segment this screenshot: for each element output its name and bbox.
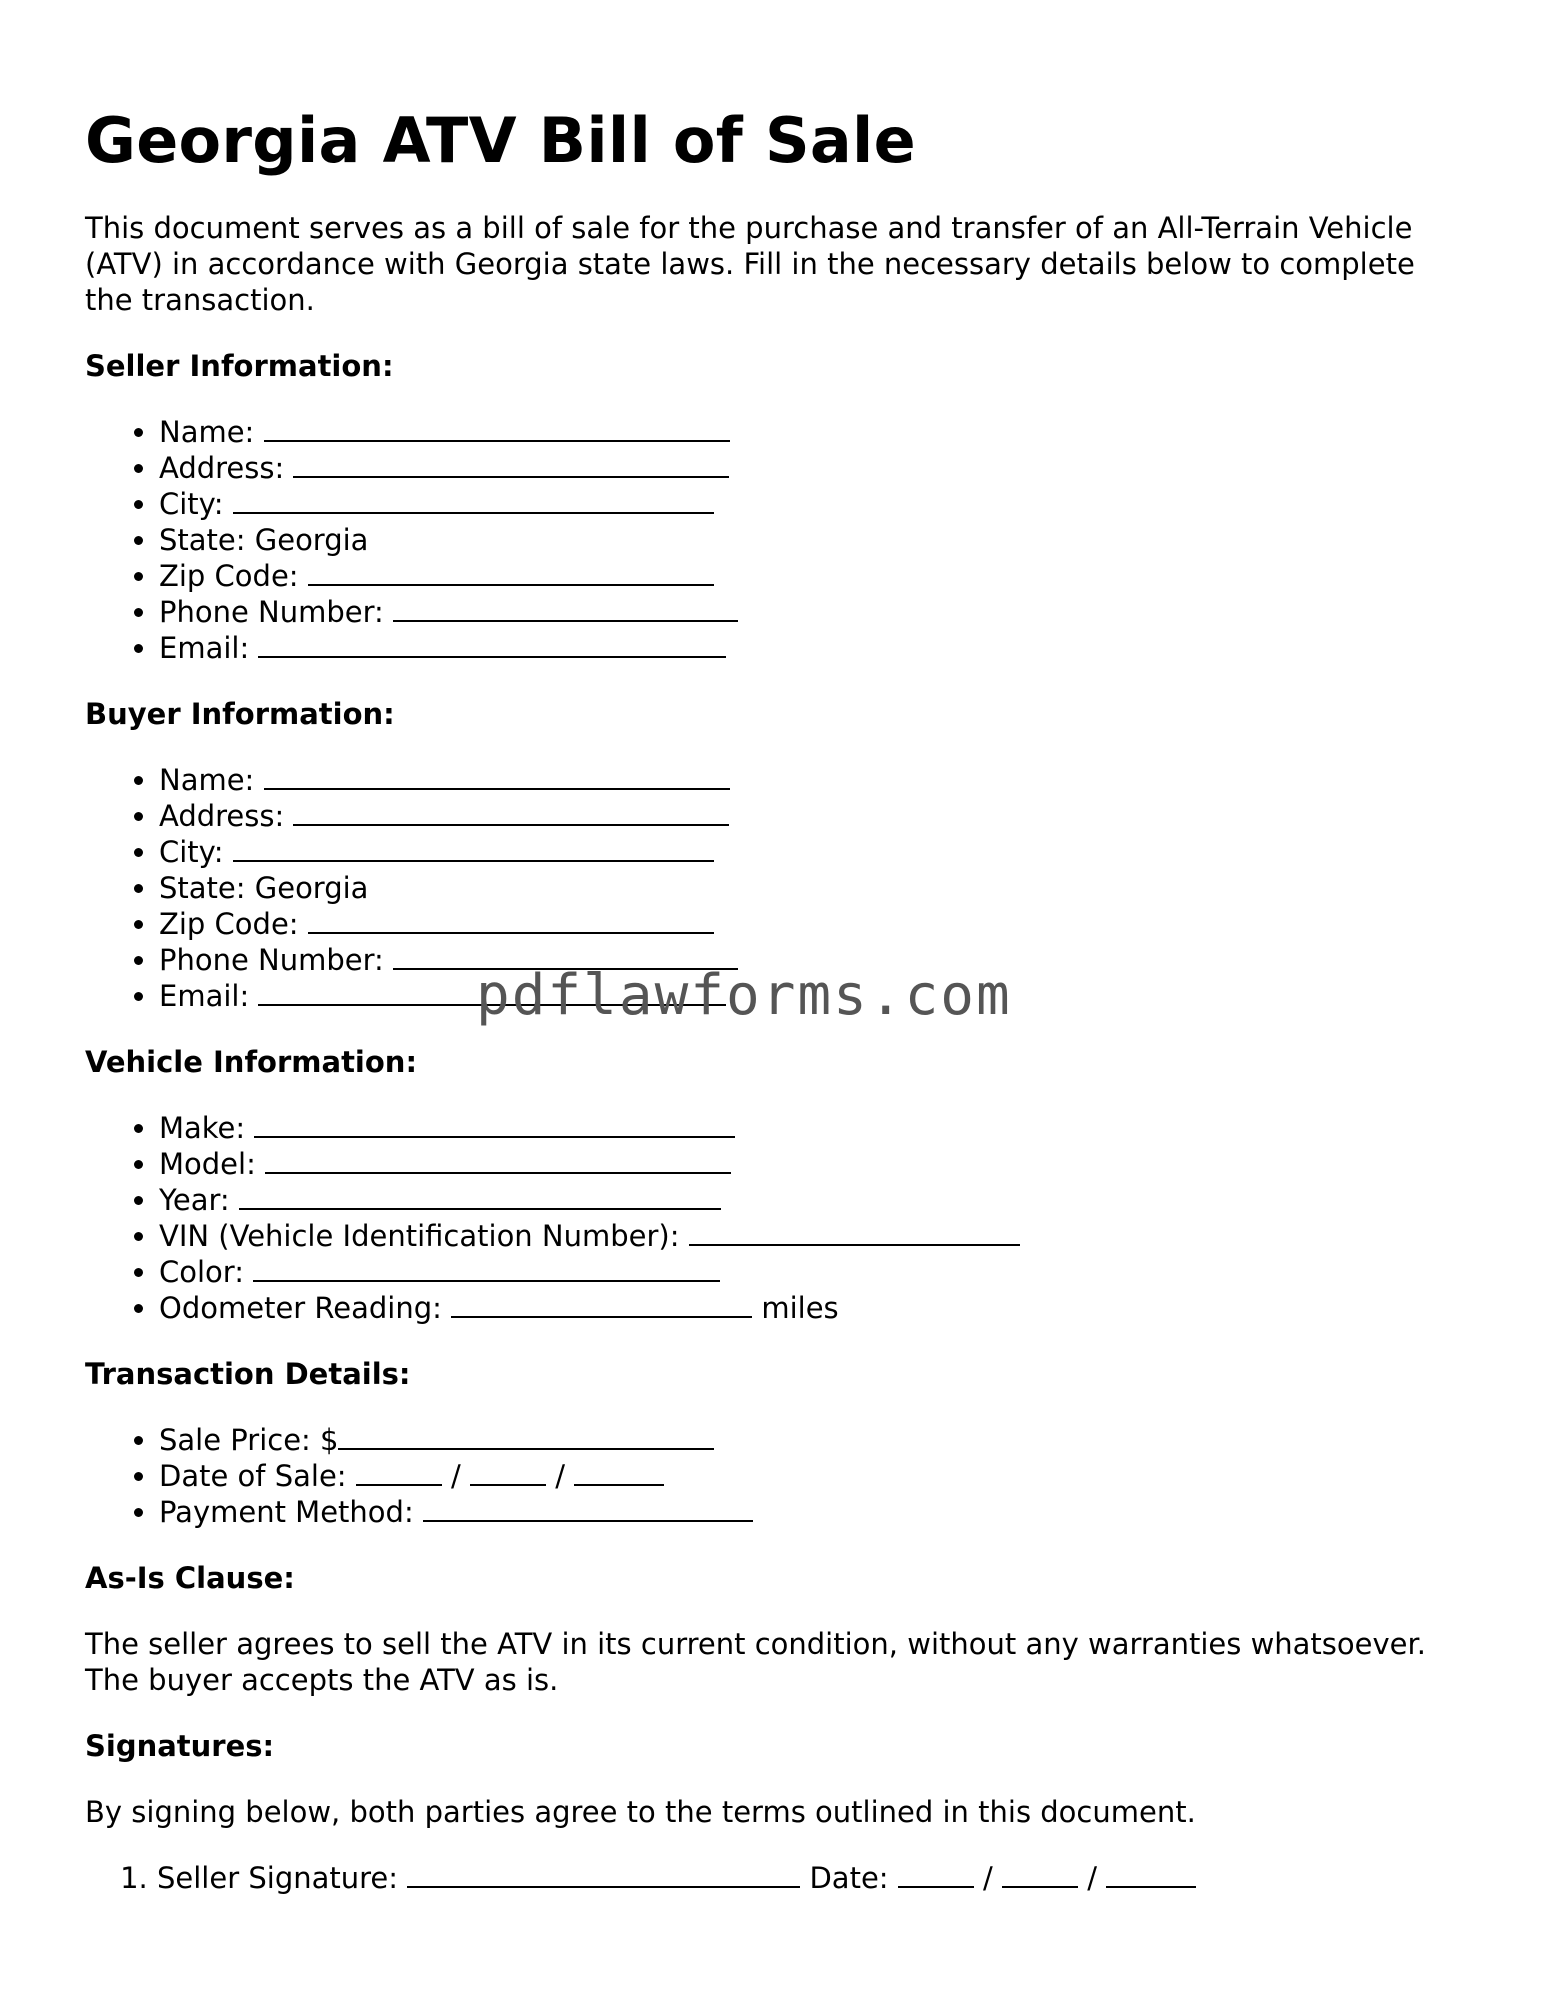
vehicle-color-item: • Color: (159, 1254, 1465, 1290)
seller-phone-field[interactable] (393, 594, 738, 622)
buyer-name-field[interactable] (264, 762, 730, 790)
seller-sign-date-day-field[interactable] (1002, 1860, 1078, 1888)
buyer-heading: Buyer Information: (85, 697, 395, 731)
vehicle-year-item: • Year: (159, 1182, 1465, 1218)
vehicle-odometer-item: • Odometer Reading: miles (159, 1290, 1465, 1326)
signatures-text: By signing below, both parties agree to the terms outlined in this document. (85, 1795, 1196, 1829)
buyer-city-item: • City: (159, 834, 1465, 870)
seller-signature-item: 1. Seller Signature: Date: / / (157, 1860, 1465, 1896)
sale-date-day-field[interactable] (470, 1458, 546, 1486)
transaction-heading: Transaction Details: (85, 1357, 411, 1391)
seller-city-field[interactable] (233, 486, 714, 514)
payment-method-item: • Payment Method: (159, 1494, 1465, 1530)
vehicle-vin-field[interactable] (689, 1218, 1020, 1246)
document-page (85, 0, 1465, 1896)
vehicle-heading: Vehicle Information: (85, 1045, 418, 1079)
as-is-text: The seller agrees to sell the ATV in its current condition, without any warranties whatsoever. The buyer accepts the ATV as is. (85, 1627, 1426, 1697)
sale-date-year-field[interactable] (574, 1458, 664, 1486)
seller-state-item: • State: Georgia (159, 522, 1465, 558)
vehicle-make-item: • Make: (159, 1110, 1465, 1146)
seller-name-item: • Name: (159, 414, 1465, 450)
seller-email-field[interactable] (258, 630, 726, 658)
buyer-phone-item: • Phone Number: (159, 942, 1465, 978)
sale-price-item: • Sale Price: $ (159, 1422, 1465, 1458)
vehicle-model-item: • Model: (159, 1146, 1465, 1182)
seller-sign-date-month-field[interactable] (898, 1860, 974, 1888)
seller-name-field[interactable] (264, 414, 730, 442)
seller-phone-item: • Phone Number: (159, 594, 1465, 630)
vehicle-color-field[interactable] (253, 1254, 720, 1282)
signature-list (85, 1860, 1465, 1896)
seller-list (85, 414, 1465, 666)
seller-email-item: • Email: (159, 630, 1465, 666)
intro-paragraph: This document serves as a bill of sale for the purchase and transfer of an All-Terrain Vehicle (ATV) in accordance with Georgia state laws. Fill in the necessary details below to complete the transaction. (85, 211, 1415, 317)
buyer-email-item: • Email: (159, 978, 1465, 1014)
seller-sign-date-year-field[interactable] (1106, 1860, 1196, 1888)
watermark-text: pdflawforms.com (476, 963, 1012, 1028)
signatures-heading: Signatures: (85, 1729, 275, 1763)
transaction-list (85, 1422, 1465, 1530)
sale-date-month-field[interactable] (356, 1458, 442, 1486)
vehicle-make-field[interactable] (254, 1110, 735, 1138)
sale-date-item: • Date of Sale: / / (159, 1458, 1465, 1494)
payment-method-field[interactable] (423, 1494, 753, 1522)
sale-price-field[interactable] (338, 1422, 714, 1450)
vehicle-year-field[interactable] (239, 1182, 721, 1210)
buyer-email-field[interactable] (258, 978, 726, 1006)
seller-zip-item: • Zip Code: (159, 558, 1465, 594)
vehicle-vin-item: • VIN (Vehicle Identification Number): (159, 1218, 1465, 1254)
seller-heading: Seller Information: (85, 349, 394, 383)
vehicle-list (85, 1110, 1465, 1326)
seller-zip-field[interactable] (308, 558, 714, 586)
buyer-address-field[interactable] (293, 798, 729, 826)
vehicle-odometer-field[interactable] (451, 1290, 752, 1318)
buyer-list (85, 762, 1465, 1014)
buyer-phone-field[interactable] (393, 942, 738, 970)
buyer-state-item: • State: Georgia (159, 870, 1465, 906)
buyer-name-item: • Name: (159, 762, 1465, 798)
buyer-zip-field[interactable] (308, 906, 714, 934)
as-is-heading: As-Is Clause: (85, 1561, 295, 1595)
seller-signature-field[interactable] (407, 1860, 800, 1888)
buyer-address-item: • Address: (159, 798, 1465, 834)
vehicle-model-field[interactable] (265, 1146, 731, 1174)
buyer-city-field[interactable] (233, 834, 714, 862)
seller-address-field[interactable] (293, 450, 729, 478)
seller-address-item: • Address: (159, 450, 1465, 486)
buyer-zip-item: • Zip Code: (159, 906, 1465, 942)
document-title: Georgia ATV Bill of Sale (85, 104, 916, 177)
seller-city-item: • City: (159, 486, 1465, 522)
